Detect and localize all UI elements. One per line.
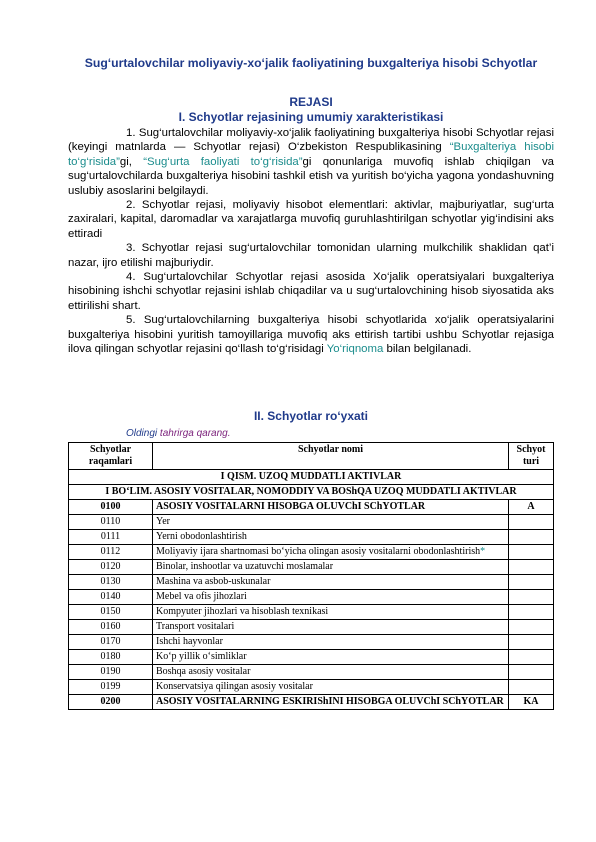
account-name: Boshqa asosiy vositalar [156,666,251,677]
account-type: KA [509,695,554,710]
paragraph-1 [68,126,554,198]
account-name-cell [153,695,509,710]
account-name: ASOSIY VOSITALARNI HISOBGA OLUVChI SChYOTLAR [156,501,426,512]
paragraph-1-text-c: gi qonunlariga muvofiq ishlab chiqilgan va sug‘urtalovchilarda buxgalteriya hisobini tashkil etish va yuritish bo‘yicha yagona yondashuvning uslubiy asoslarini belgilaydi. [68,155,554,197]
previous-edition-text: tahrirga qarang. [157,428,231,439]
table-row [69,515,554,530]
plan-heading: REJASI [289,95,333,109]
paragraph-1-text-b: gi, [119,155,144,168]
account-code: 0200 [69,695,153,710]
account-type [509,635,554,650]
account-code: 0160 [69,620,153,635]
table-header-row [69,443,554,470]
table-row [69,560,554,575]
account-name: Transport vositalari [156,621,235,632]
account-name: Yer [156,516,170,527]
paragraph-5-text-b: bilan belgilanadi. [383,343,472,356]
account-code: 0180 [69,650,153,665]
accounts-table [68,442,554,710]
table-row [69,650,554,665]
section-1-body [68,126,554,357]
account-name: Ishchi hayvonlar [156,636,223,647]
table-row [69,500,554,515]
account-name: Kompyuter jihozlari va hisoblash texnikasi [156,606,329,617]
previous-edition-note [126,428,231,440]
chapter-row [69,485,554,500]
table-row [69,635,554,650]
law-insurance-link[interactable]: “Sug‘urta faoliyati to‘g‘risida” [143,155,303,168]
account-code: 0140 [69,590,153,605]
table-row [69,575,554,590]
account-code: 0111 [69,530,153,545]
part-title: I QISM. UZOQ MUDDATLI AKTIVLAR [69,470,554,485]
footnote-marker[interactable]: * [480,546,486,557]
account-name-cell [153,560,509,575]
account-code: 0199 [69,680,153,695]
account-type [509,590,554,605]
account-type [509,575,554,590]
account-name: Yerni obodonlashtirish [156,531,247,542]
account-name-cell [153,635,509,650]
paragraph-5-text: 5. Sug‘urtalovchilarning buxgalteriya hisobi schyotlarida xo‘jalik operatsiyalarini buxgalteriya hisobini yuritish tamoyillariga muvofiq aks ettirish tartibi ushbu Schyotlar rejasiga ilova qilingan schyotlar rejasini qo‘llash to‘g‘risidagi [68,314,554,356]
account-name-cell [153,500,509,515]
table-row [69,680,554,695]
account-code: 0190 [69,665,153,680]
table-row [69,665,554,680]
account-name-cell [153,545,509,560]
account-code: 0112 [69,545,153,560]
account-name: Konservatsiya qilingan asosiy vositalar [156,681,313,692]
account-name-cell [153,650,509,665]
table-row [69,590,554,605]
table-row [69,605,554,620]
section-1-heading: I. Schyotlar rejasining umumiy xarakteristikasi [178,110,444,124]
account-type [509,530,554,545]
account-name: Mashina va asbob-uskunalar [156,576,271,587]
account-code: 0130 [69,575,153,590]
header-account-name: Schyotlar nomi [153,443,509,470]
account-code: 0100 [69,500,153,515]
account-type [509,545,554,560]
account-name: Binolar, inshootlar va uzatuvchi moslamalar [156,561,334,572]
account-name-cell [153,620,509,635]
header-account-type: Schyot turi [509,443,554,470]
document-title: Sug‘urtalovchilar moliyaviy-xo‘jalik faoliyatining buxgalteriya hisobi Schyotlar [84,56,538,70]
paragraph-5 [68,313,554,356]
header-account-numbers: Schyotlar raqamlari [69,443,153,470]
paragraph-3: 3. Schyotlar rejasi sug‘urtalovchilar tomonidan ularning mulkchilik shaklidan qat’i nazar, ijro etilishi majburiydir. [68,242,554,269]
account-name-cell [153,680,509,695]
account-type [509,665,554,680]
account-name: Mebel va ofis jihozlari [156,591,247,602]
section-2-heading: II. Schyotlar ro‘yxati [253,409,369,423]
account-name-cell [153,575,509,590]
account-type [509,620,554,635]
account-name: Moliyaviy ijara shartnomasi bo‘yicha olingan asosiy vositalarni obodonlashtirish [156,546,481,557]
account-name: Ko‘p yillik o‘simliklar [156,651,247,662]
account-code: 0110 [69,515,153,530]
account-code: 0170 [69,635,153,650]
account-type [509,680,554,695]
account-type [509,560,554,575]
instruction-link[interactable]: Yo‘riqnoma [326,343,384,356]
account-name-cell [153,665,509,680]
paragraph-4: 4. Sug‘urtalovchilar Schyotlar rejasi asosida Xo‘jalik operatsiyalari buxgalteriya hisobining ishchi schyotlar rejasini ishlab chiqadilar va u sug‘urtalovchining hisob siyosatida aks ettirilishi shart. [68,271,554,312]
account-type: A [509,500,554,515]
account-name-cell [153,605,509,620]
account-name-cell [153,530,509,545]
table-row [69,695,554,710]
table-row [69,530,554,545]
account-type [509,515,554,530]
part-row [69,470,554,485]
account-name: ASOSIY VOSITALARNING ESKIRIShINI HISOBGA OLUVChI SChYOTLAR [156,696,504,707]
table-row [69,545,554,560]
law-accounting-link[interactable]: “Buxgalteriya hisobi to‘g‘risida” [68,141,554,168]
account-type [509,605,554,620]
paragraph-1-text: 1. Sug‘urtalovchilar moliyaviy-xo‘jalik faoliyatining buxgalteriya hisobi Schyotlar rejasi (keyingi matnlarda — Schyotlar rejasi) O‘zbekiston Respublikasining [68,127,554,154]
account-code: 0150 [69,605,153,620]
account-name-cell [153,590,509,605]
table-row [69,620,554,635]
account-name-cell [153,515,509,530]
chapter-title: I BO‘LIM. ASOSIY VOSITALAR, NOMODDIY VA BOShQA UZOQ MUDDATLI AKTIVLAR [69,485,554,500]
previous-edition-link[interactable]: Oldingi [126,428,158,439]
account-code: 0120 [69,560,153,575]
paragraph-2: 2. Schyotlar rejasi, moliyaviy hisobot elementlari: aktivlar, majburiyatlar, sug‘urta zaxiralari, kapital, daromadlar va xarajatlarga muvofiq guruhlashtirilgan schyotlar yig‘indisini aks ettiradi [68,199,554,240]
account-type [509,650,554,665]
